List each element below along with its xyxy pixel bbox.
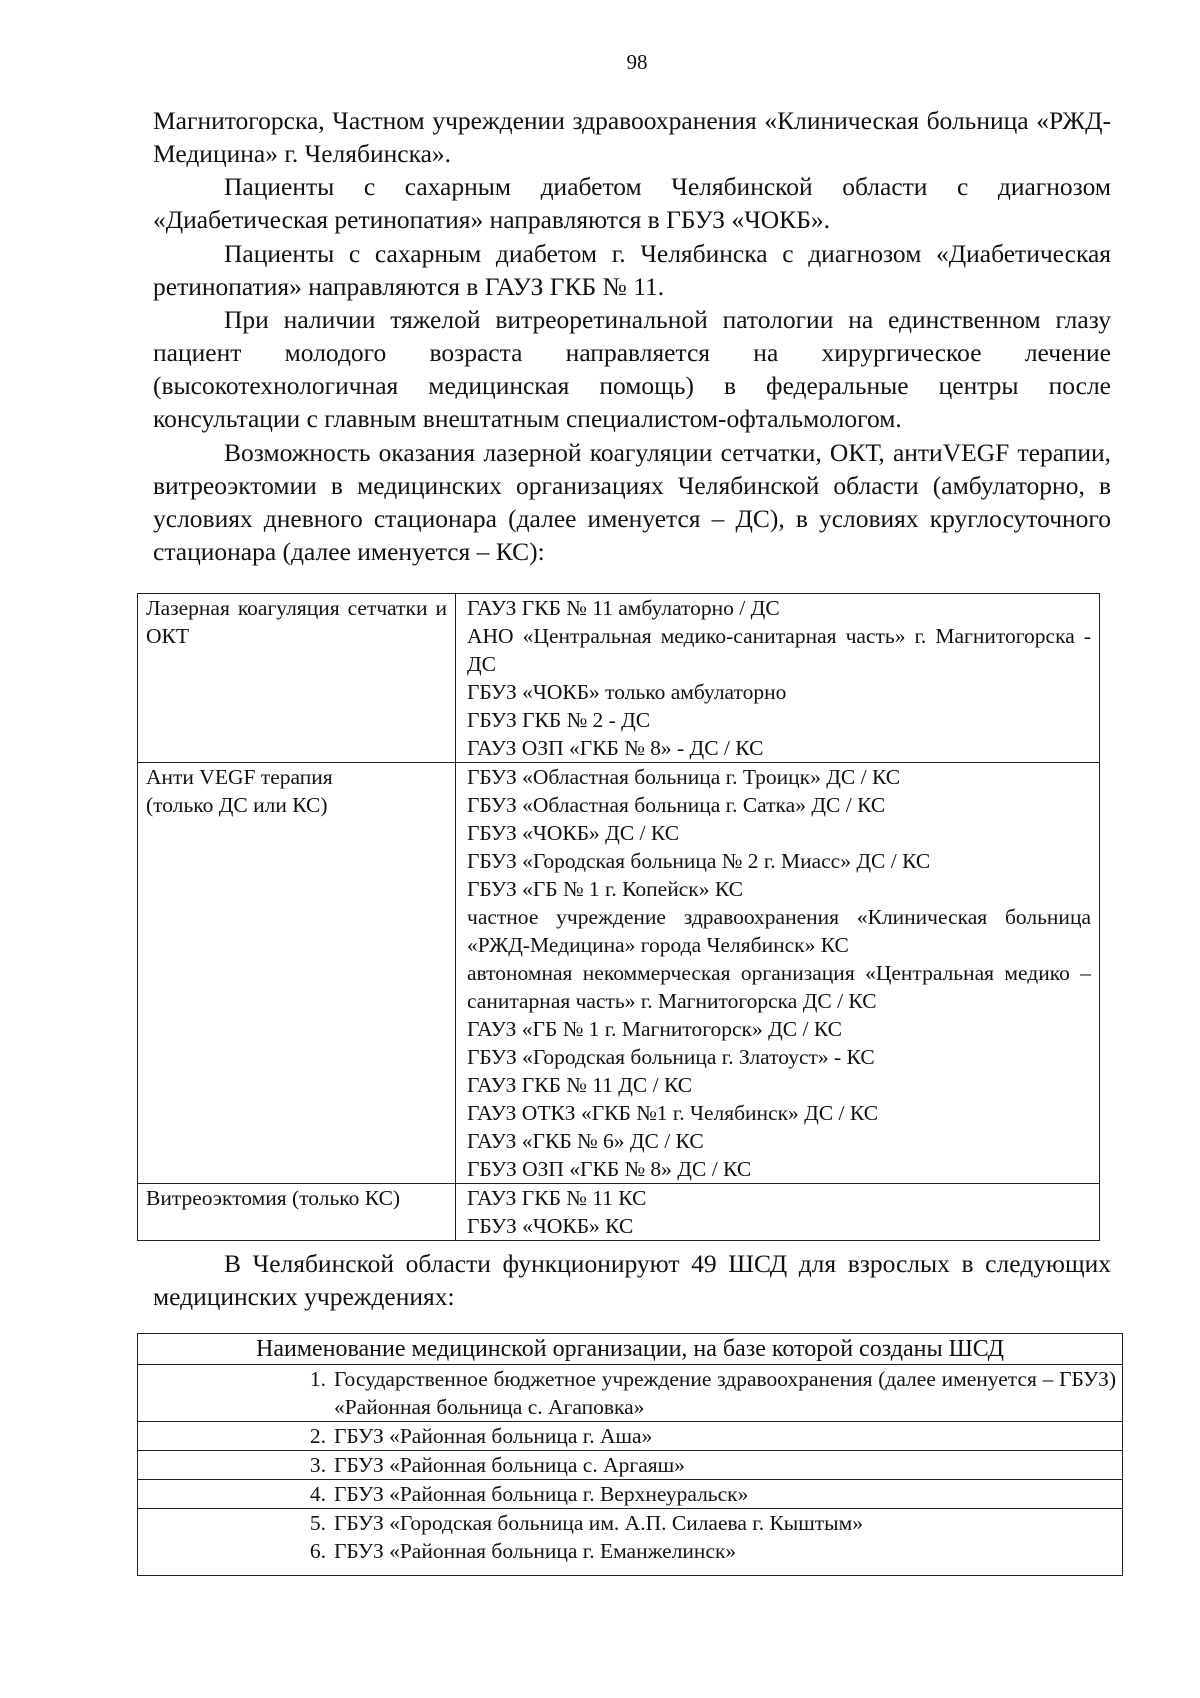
category-cell xyxy=(138,594,456,763)
row-number: 1. xyxy=(309,1367,326,1391)
table-cell xyxy=(138,1480,1123,1509)
organization-name: ГБУЗ «Районная больница г. Еманжелинск» xyxy=(334,1539,737,1563)
entries-cell xyxy=(456,594,1100,763)
organization-name: Государственное бюджетное учреждение здравоохранения (далее именуется – ГБУЗ) «Районная больница с. Агаповка» xyxy=(334,1367,1116,1419)
row-number: 4. xyxy=(309,1482,326,1506)
category-cell xyxy=(138,1184,456,1241)
entry: ГБУЗ «ЧОКБ» ДС / КС xyxy=(467,821,680,845)
entry: ГАУЗ ГКБ № 11 КС xyxy=(467,1186,647,1210)
entry: ГАУЗ ГКБ № 11 ДС / КС xyxy=(467,1073,693,1097)
table-cell xyxy=(138,1365,1123,1422)
paragraph-continuation: Магнитогорска, Частном учреждении здравоохранения «Клиническая больница «РЖД-Медицина» г. Челябинска». xyxy=(153,106,1111,168)
entry: ГБУЗ «ЧОКБ» только амбулаторно xyxy=(467,680,787,704)
page-number: 98 xyxy=(626,50,648,74)
row-number: 5. xyxy=(309,1511,326,1535)
paragraph-treatment-options: Возможность оказания лазерной коагуляции сетчатки, ОКТ, антиVEGF терапии, витреоэктомии в медицинских организациях Челябинской области (амбулаторно, в условиях дневного стационара (далее именуется – ДС), в условиях круглосуточного стационара (далее именуется – КС): xyxy=(153,438,1111,566)
organization-name: ГБУЗ «Районная больница г. Аша» xyxy=(334,1424,653,1448)
paragraph-city-patients: Пациенты с сахарным диабетом г. Челябинска с диагнозом «Диабетическая ретинопатия» направляются в ГАУЗ ГКБ № 11. xyxy=(153,239,1111,301)
category-label: Анти VEGF терапия (только ДС или КС) xyxy=(146,765,333,817)
table-cell xyxy=(138,1537,1123,1576)
shsd-organizations-table xyxy=(137,1333,1123,1576)
entry: ГБУЗ ГКБ № 2 - ДС xyxy=(467,708,651,732)
paragraph-severe-pathology: При наличии тяжелой витреоретинальной патологии на единственном глазу пациент молодого возраста направляется на хирургическое лечение (высокотехнологичная медицинская помощь) в федеральные центры после консультации с главным внештатным специалистом-офтальмологом. xyxy=(153,305,1111,433)
table-row xyxy=(138,1480,1123,1509)
table-row xyxy=(138,1365,1123,1422)
organization-name: ГБУЗ «Районная больница с. Аргаяш» xyxy=(334,1453,685,1477)
table-cell xyxy=(138,1422,1123,1451)
category-label: Лазерная коагуляция сетчатки и ОКТ xyxy=(146,596,447,648)
paragraph-oblast-patients: Пациенты с сахарным диабетом Челябинской области с диагнозом «Диабетическая ретинопатия» направляются в ГБУЗ «ЧОКБ». xyxy=(153,172,1111,234)
table-row xyxy=(138,1451,1123,1480)
category-cell xyxy=(138,763,456,1184)
entry: ГБУЗ «ЧОКБ» КС xyxy=(467,1214,634,1238)
category-label: Витреоэктомия (только КС) xyxy=(146,1186,401,1210)
entry: ГБУЗ ОЗП «ГКБ № 8» ДС / КС xyxy=(467,1157,752,1181)
entry: частное учреждение здравоохранения «Клиническая больница «РЖД-Медицина» города Челябинск» КС xyxy=(467,905,1091,957)
entries-cell xyxy=(456,1184,1100,1241)
row-number: 6. xyxy=(309,1539,326,1563)
entry: ГБУЗ «Городская больница г. Златоуст» - КС xyxy=(467,1045,875,1069)
table-row xyxy=(138,1509,1123,1538)
table-row xyxy=(138,763,1100,1184)
entry: ГАУЗ «ГБ № 1 г. Магнитогорск» ДС / КС xyxy=(467,1017,842,1041)
treatment-locations-table xyxy=(137,593,1100,1241)
table-header-row xyxy=(138,1334,1123,1365)
entry: ГБУЗ «Городская больница № 2 г. Миасс» ДС / КС xyxy=(467,849,931,873)
entry: ГАУЗ ОЗП «ГКБ № 8» - ДС / КС xyxy=(467,736,764,760)
table-cell xyxy=(138,1509,1123,1538)
table-cell xyxy=(138,1451,1123,1480)
organization-name: ГБУЗ «Районная больница г. Верхнеуральск» xyxy=(334,1482,749,1506)
row-number: 2. xyxy=(309,1424,326,1448)
entries-cell xyxy=(456,763,1100,1184)
table-row xyxy=(138,1537,1123,1576)
entry: ГБУЗ «Областная больница г. Троицк» ДС / КС xyxy=(467,765,901,789)
entry: ГБУЗ «ГБ № 1 г. Копейск» КС xyxy=(467,877,743,901)
entry: ГАУЗ ОТКЗ «ГКБ №1 г. Челябинск» ДС / КС xyxy=(467,1101,879,1125)
row-number: 3. xyxy=(309,1453,326,1477)
column-header: Наименование медицинской организации, на базе которой созданы ШСД xyxy=(138,1334,1123,1365)
entry: АНО «Центральная медико-санитарная часть» г. Магнитогорска - ДС xyxy=(467,624,1091,676)
entry: ГБУЗ «Областная больница г. Сатка» ДС / КС xyxy=(467,793,886,817)
table-row xyxy=(138,1184,1100,1241)
entry: автономная некоммерческая организация «Центральная медико – санитарная часть» г. Магнитогорска ДС / КС xyxy=(467,961,1091,1013)
table-row xyxy=(138,1422,1123,1451)
organization-name: ГБУЗ «Городская больница им. А.П. Силаева г. Кыштым» xyxy=(334,1511,863,1535)
entry: ГАУЗ «ГКБ № 6» ДС / КС xyxy=(467,1129,704,1153)
entry: ГАУЗ ГКБ № 11 амбулаторно / ДС xyxy=(467,596,780,620)
table-row xyxy=(138,594,1100,763)
paragraph-shsd-count: В Челябинской области функционируют 49 ШСД для взрослых в следующих медицинских учреждениях: xyxy=(153,1249,1111,1311)
